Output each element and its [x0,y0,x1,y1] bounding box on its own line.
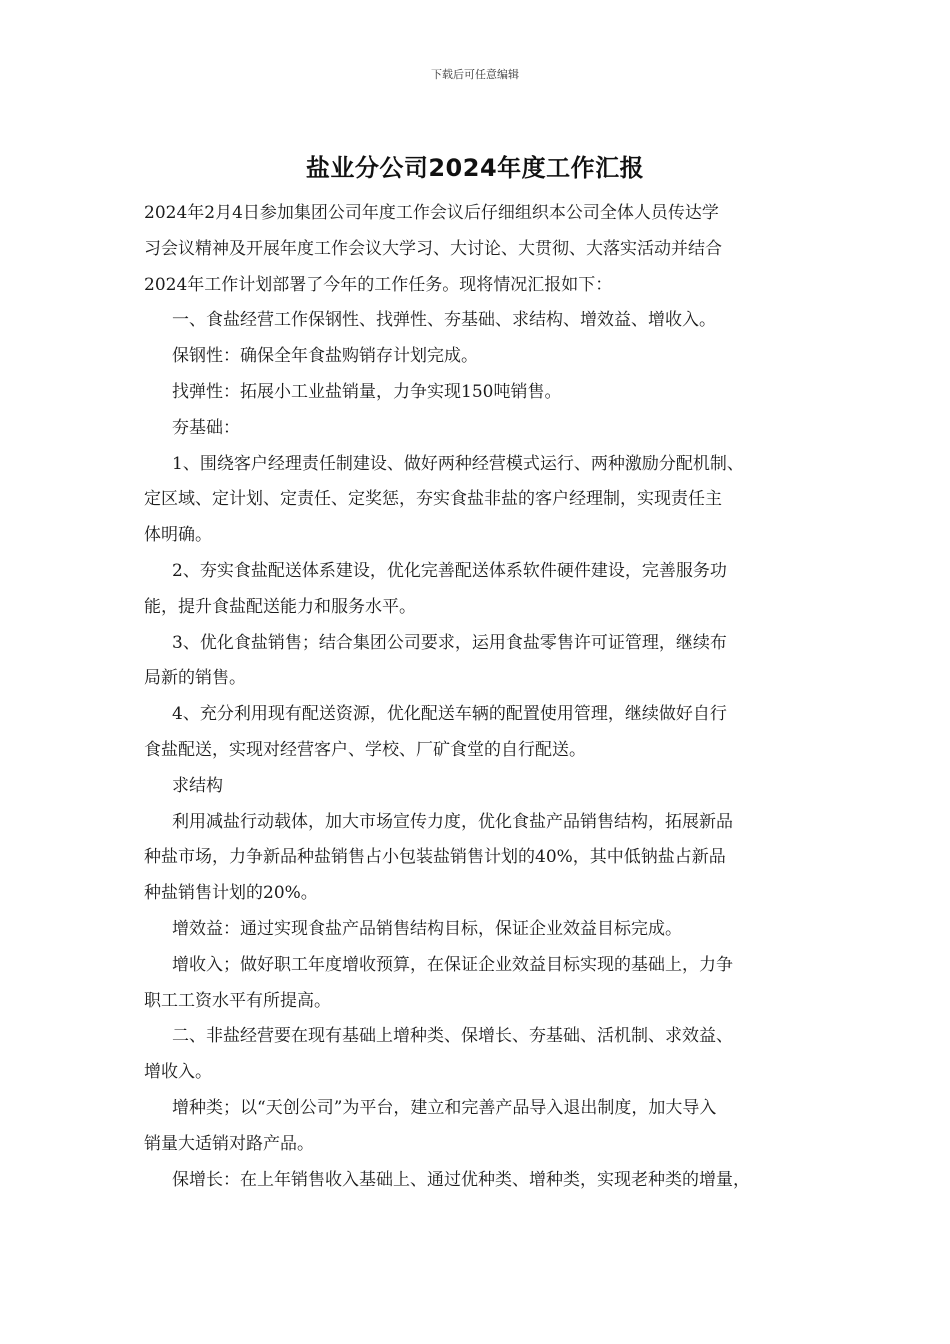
document-title: 盐业分公司2024年度工作汇报 [305,154,645,182]
body-line: 增收入；做好职工年度增收预算，在保证企业效益目标实现的基础上，力争 [172,954,733,975]
body-line: 定区域、定计划、定责任、定奖惩，夯实食盐非盐的客户经理制，实现责任主 [144,489,722,510]
body-line: 3、优化食盐销售；结合集团公司要求，运用食盐零售许可证管理，继续布 [172,632,727,653]
body-line: 体明确。 [144,525,212,546]
body-line: 职工工资水平有所提高。 [144,990,331,1011]
body-line: 增收入。 [144,1062,212,1083]
body-line: 利用减盐行动载体，加大市场宣传力度，优化食盐产品销售结构，拓展新品 [172,811,733,832]
document-body [144,196,812,1198]
body-line: 种盐销售计划的20%。 [144,883,318,904]
header-note: 下载后可任意编辑 [431,68,519,81]
body-line: 增种类；以“天创公司”为平台，建立和完善产品导入退出制度，加大导入 [172,1097,717,1118]
body-line: 2024年工作计划部署了今年的工作任务。现将情况汇报如下： [144,274,613,295]
body-line: 求结构 [172,775,223,796]
body-line: 一、食盐经营工作保钢性、找弹性、夯基础、求结构、增效益、增收入。 [172,310,716,331]
body-line: 夯基础： [172,417,240,438]
body-line: 找弹性：拓展小工业盐销量，力争实现150吨销售。 [172,381,562,402]
body-line: 局新的销售。 [144,668,246,689]
body-line: 2、夯实食盐配送体系建设，优化完善配送体系软件硬件建设，完善服务功 [172,560,727,581]
body-line: 二、非盐经营要在现有基础上增种类、保增长、夯基础、活机制、求效益、 [172,1026,733,1047]
body-line: 保钢性：确保全年食盐购销存计划完成。 [172,346,478,367]
body-line: 能，提升食盐配送能力和服务水平。 [144,596,416,617]
body-line: 保增长：在上年销售收入基础上、通过优种类、增种类，实现老种类的增量， [172,1169,750,1190]
body-line: 4、充分利用现有配送资源，优化配送车辆的配置使用管理，继续做好自行 [172,704,727,725]
body-line: 2024年2月4日参加集团公司年度工作会议后仔细组织本公司全体人员传达学 [144,203,719,223]
body-line: 食盐配送，实现对经营客户、学校、厂矿食堂的自行配送。 [144,739,586,760]
body-line: 销量大适销对路产品。 [144,1133,314,1154]
body-line: 增效益：通过实现食盐产品销售结构目标，保证企业效益目标完成。 [172,918,682,939]
body-line: 1、围绕客户经理责任制建设、做好两种经营模式运行、两种激励分配机制、 [172,453,744,474]
body-line: 习会议精神及开展年度工作会议大学习、大讨论、大贯彻、大落实活动并结合 [144,238,722,259]
body-line: 种盐市场，力争新品种盐销售占小包装盐销售计划的40%，其中低钠盐占新品 [144,847,726,868]
